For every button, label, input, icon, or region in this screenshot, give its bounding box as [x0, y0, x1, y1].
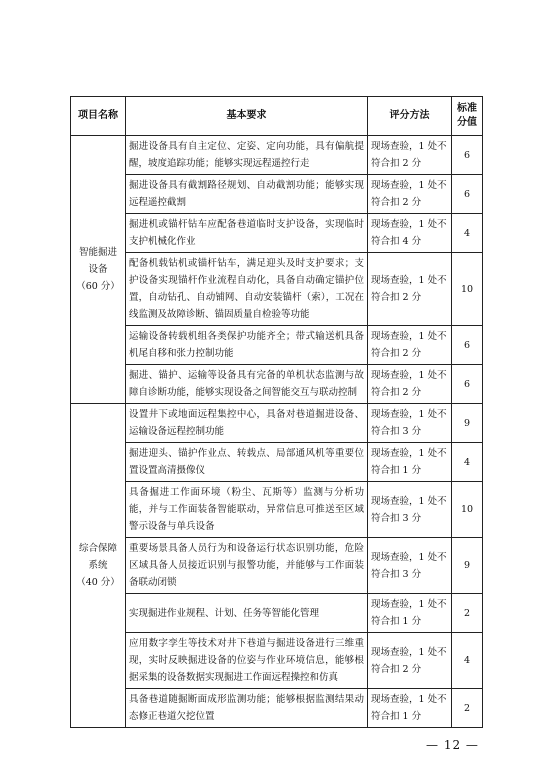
table-row	[71, 326, 483, 365]
scoring-cell: 现场查验，1 处不 符合扣 1 分	[368, 594, 452, 633]
score-value: 10	[452, 253, 483, 326]
score-value: 2	[452, 594, 483, 633]
score-value: 4	[452, 633, 483, 689]
requirement-cell: 掘进设备具有自主定位、定姿、定向功能，具有偏航提醒，坡度追踪功能；能够实现远程遥控行走	[126, 136, 368, 175]
scoring-cell: 现场查验，1 处不 符合扣 3 分	[368, 482, 452, 538]
header-project-name: 项目名称	[71, 97, 126, 136]
requirement-cell: 运输设备转载机组各类保护功能齐全；带式输送机具备机尾自移和张力控制功能	[126, 326, 368, 365]
requirement-cell: 实现掘进作业规程、计划、任务等智能化管理	[126, 594, 368, 633]
table-row	[71, 404, 483, 443]
scoring-cell: 现场查验，1 处不 符合扣 1 分	[368, 443, 452, 482]
scoring-cell: 现场查验，1 处不 符合扣 2 分	[368, 175, 452, 214]
scoring-cell: 现场查验，1 处不 符合扣 2 分	[368, 253, 452, 326]
table-row	[71, 594, 483, 633]
scoring-cell: 现场查验，1 处不 符合扣 3 分	[368, 538, 452, 594]
table-row	[71, 175, 483, 214]
requirement-cell: 重要场景具备人员行为和设备运行状态识别功能，危险区域具备人员接近识别与报警功能，并能够与工作面装备联动闭锁	[126, 538, 368, 594]
score-value: 9	[452, 538, 483, 594]
requirement-cell: 设置井下或地面远程集控中心，具备对巷道掘进设备、运输设备远程控制功能	[126, 404, 368, 443]
score-value: 6	[452, 175, 483, 214]
score-value: 6	[452, 326, 483, 365]
table-row	[71, 443, 483, 482]
score-value: 6	[452, 136, 483, 175]
header-standard-line1: 标准	[457, 103, 477, 114]
score-value: 4	[452, 214, 483, 253]
table-row	[71, 253, 483, 326]
score-value: 6	[452, 365, 483, 404]
header-basic-requirements: 基本要求	[126, 97, 368, 136]
requirement-cell: 具备掘进工作面环境（粉尘、瓦斯等）监测与分析功能，并与工作面装备智能联动，异常信息可推送至区域警示设备与单兵设备	[126, 482, 368, 538]
table-row	[71, 538, 483, 594]
table-row	[71, 633, 483, 689]
requirement-cell: 配备机载钻机或锚杆钻车，满足迎头及时支护要求；支护设备实现锚杆作业流程自动化，具备自动确定锚护位置，自动钻孔、自动铺网、自动安装锚杆（索），工况在线监测及故障诊断、锚固质量自检验等功能	[126, 253, 368, 326]
scoring-cell: 现场查验，1 处不 符合扣 2 分	[368, 633, 452, 689]
table-row	[71, 136, 483, 175]
scoring-cell: 现场查验，1 处不 符合扣 3 分	[368, 404, 452, 443]
requirement-cell: 掘进机或锚杆钻车应配备巷道临时支护设备，实现临时支护机械化作业	[126, 214, 368, 253]
header-scoring-method: 评分方法	[368, 97, 452, 136]
table-row	[71, 365, 483, 404]
group-name-intelligent-equipment: 智能掘进 设备 （60 分）	[71, 136, 126, 404]
scoring-cell: 现场查验，1 处不 符合扣 2 分	[368, 365, 452, 404]
scoring-table	[70, 96, 483, 728]
requirement-cell: 掘进设备具有截割路径规划、自动截割功能；能够实现远程遥控截割	[126, 175, 368, 214]
table-header-row	[71, 97, 483, 136]
scoring-cell: 现场查验，1 处不 符合扣 2 分	[368, 326, 452, 365]
table-row	[71, 214, 483, 253]
page-number: — 12 —	[426, 738, 479, 752]
requirement-cell: 应用数字孪生等技术对井下巷道与掘进设备进行三维重现，实时反映掘进设备的位姿与作业环境信息，能够根据采集的设备数据实现掘进工作面远程操控和仿真	[126, 633, 368, 689]
table-row	[71, 482, 483, 538]
group-name-support-system: 综合保障 系统 （40 分）	[71, 404, 126, 728]
requirement-cell: 掘进迎头、锚护作业点、转载点、局部通风机等重要位置设置高清摄像仪	[126, 443, 368, 482]
score-value: 4	[452, 443, 483, 482]
scoring-cell: 现场查验，1 处不 符合扣 2 分	[368, 136, 452, 175]
requirement-cell: 掘进、锚护、运输等设备具有完备的单机状态监测与故障自诊断功能，能够实现设备之间智能交互与联动控制	[126, 365, 368, 404]
score-value: 10	[452, 482, 483, 538]
scoring-cell: 现场查验，1 处不 符合扣 4 分	[368, 214, 452, 253]
header-standard-line2: 分值	[457, 117, 477, 128]
score-value: 9	[452, 404, 483, 443]
scoring-cell: 现场查验，1 处不 符合扣 1 分	[368, 689, 452, 728]
requirement-cell: 具备巷道随掘断面成形监测功能；能够根据监测结果动态修正巷道欠挖位置	[126, 689, 368, 728]
table-row	[71, 689, 483, 728]
header-standard-score	[452, 97, 483, 136]
score-value: 2	[452, 689, 483, 728]
